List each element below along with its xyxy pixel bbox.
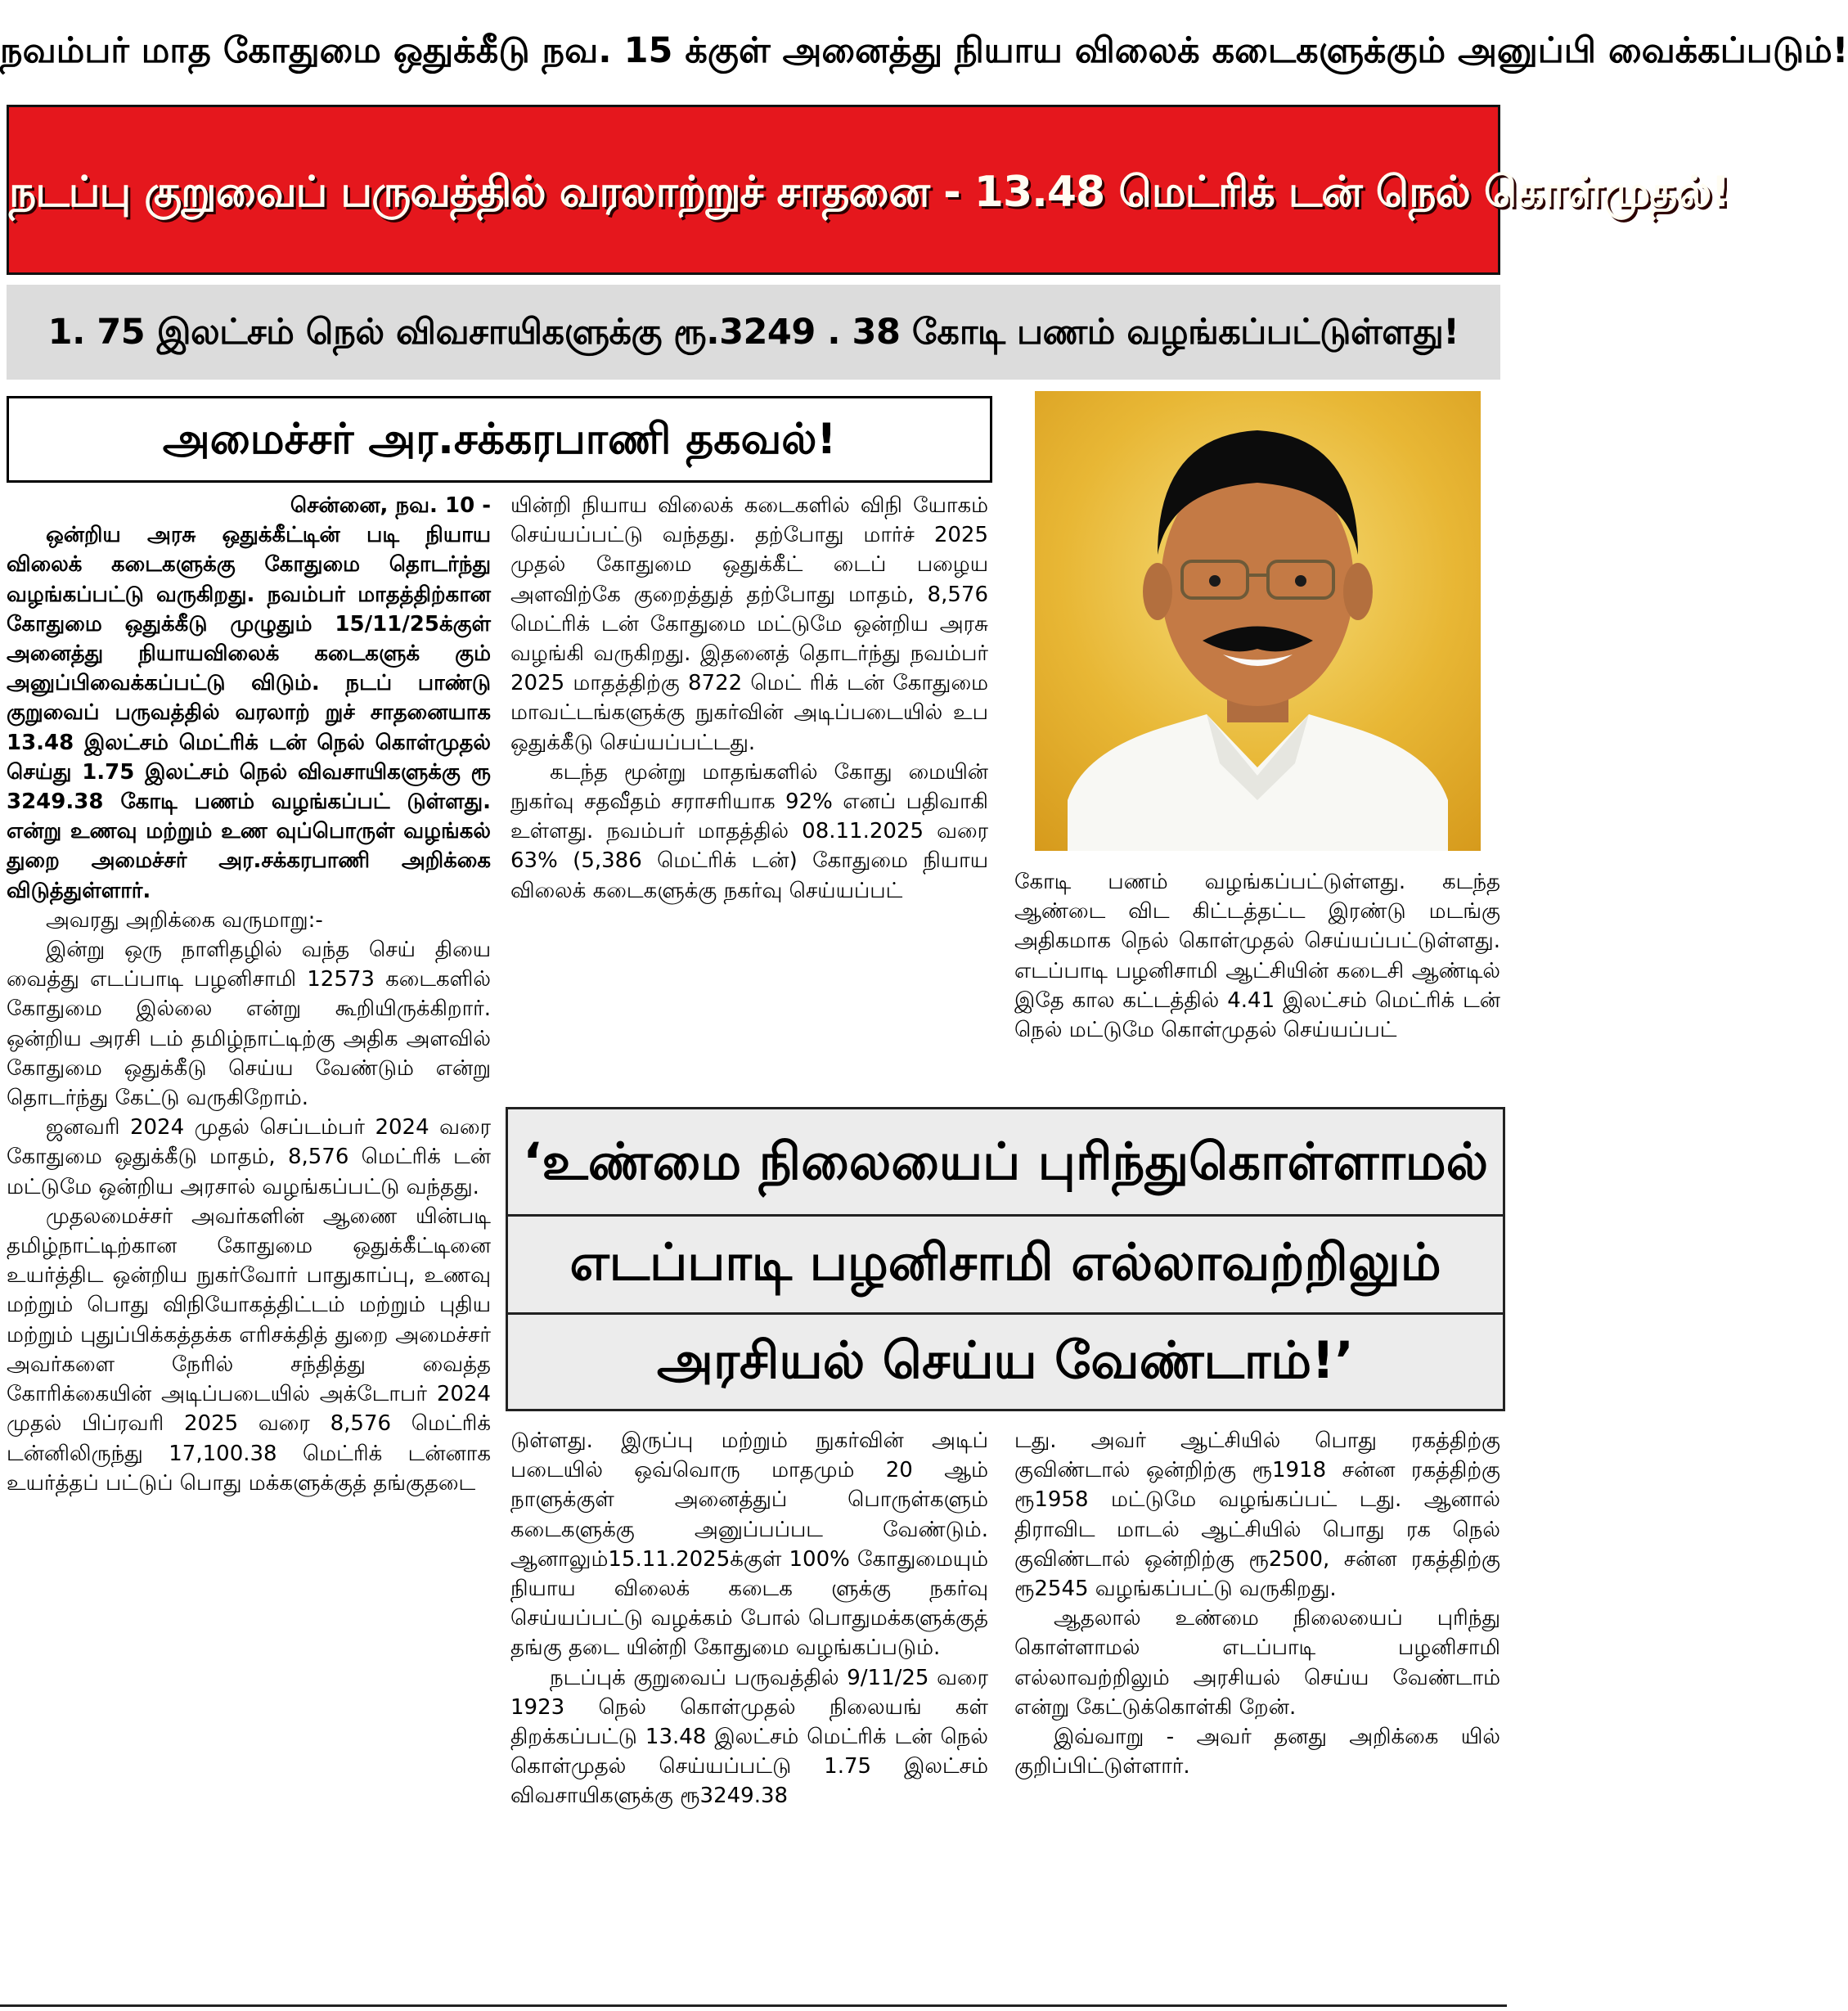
dateline: சென்னை, நவ. 10 - xyxy=(290,493,491,518)
article-column-2-lower xyxy=(510,1426,988,1811)
quote-line-2: எடப்பாடி பழனிசாமி எல்லாவற்றிலும் xyxy=(508,1214,1503,1308)
paragraph: கோடி பணம் வழங்கப்பட்டுள்ளது. கடந்த ஆண்டை விட கிட்டத்தட்ட இரண்டு மடங்கு அதிகமாக நெல் கொள்முதல் செய்யப்பட்டுள்ளது. எடப்பாடி பழனிசாமி ஆட்சியின் கடைசி ஆண்டில் இதே கால கட்டத்தில் 4.41 இலட்சம் மெட்ரிக் டன் நெல் மட்டுமே கொள்முதல் செய்யப்பட் xyxy=(1014,870,1500,1043)
pull-quote xyxy=(506,1107,1505,1411)
headline-main: நடப்பு குறுவைப் பருவத்தில் வரலாற்றுச் சாதனை - 13.48 மெட்ரிக் டன் நெல் கொள்முதல்! xyxy=(7,105,1500,275)
paragraph: முதலமைச்சர் அவர்களின் ஆணை யின்படி தமிழ்நாட்டிற்கான கோதுமை ஒதுக்கீட்டினை உயர்த்திட ஒன்றிய நுகர்வோர் பாதுகாப்பு, உணவு மற்றும் பொது விநியோகத்திட்டம் மற்றும் புதிய மற்றும் புதுப்பிக்கத்தக்க எரிசக்தித் துறை அமைச்சர் அவர்களை நேரில் சந்தித்து வைத்த கோரிக்கையின் அடிப்படையில் அக்டோபர் 2024 முதல் பிப்ரவரி 2025 வரை 8,576 மெட்ரிக் டன்னிலிருந்து 17,100.38 மெட்ரிக் டன்னாக உயர்த்தப் பட்டுப் பொது மக்களுக்குத் தங்குதடை xyxy=(7,1203,491,1496)
headline-sub: 1. 75 இலட்சம் நெல் விவசாயிகளுக்கு ரூ.3249 . 38 கோடி பணம் வழங்கப்பட்டுள்ளது! xyxy=(7,285,1500,380)
paragraph: இன்று ஒரு நாளிதழில் வந்த செய் தியை வைத்து எடப்பாடி பழனிசாமி 12573 கடைகளில் கோதுமை இல்லை என்று கூறியிருக்கிறார். ஒன்றிய அரசி டம் தமிழ்நாட்டிற்கு அதிக அளவில் கோதுமை ஒதுக்கீடு செய்ய வேண்டும் என்று தொடர்ந்து கேட்டு வருகிறோம். xyxy=(7,938,491,1111)
quote-line-1: ‘உண்மை நிலையைப் புரிந்துகொள்ளாமல் xyxy=(522,1131,1489,1191)
article-column-3-upper xyxy=(1014,867,1500,1045)
paragraph: கடந்த மூன்று மாதங்களில் கோது மையின் நுகர்வு சதவீதம் சராசரியாக 92% எனப் பதிவாகி உள்ளது. நவம்பர் மாதத்தில் 08.11.2025 வரை 63% (5,386 மெட்ரிக் டன்) கோதுமை நியாய விலைக் கடைகளுக்கு நகர்வு செய்யப்பட் xyxy=(510,759,988,903)
article-column-2-upper xyxy=(510,491,988,906)
paragraph: அவரது அறிக்கை வருமாறு:- xyxy=(46,907,323,933)
subhead-minister: அமைச்சர் அர.சக்கரபாணி தகவல்! xyxy=(7,396,992,483)
quote-line-3: அரசியல் செய்ய வேண்டாம்!’ xyxy=(508,1312,1503,1406)
article-column-3-lower xyxy=(1014,1426,1500,1781)
minister-photo xyxy=(1035,391,1481,851)
paragraph: இவ்வாறு - அவர் தனது அறிக்கை யில் குறிப்பிட்டுள்ளார். xyxy=(1014,1725,1500,1779)
paragraph: ஜனவரி 2024 முதல் செப்டம்பர் 2024 வரை கோதுமை ஒதுக்கீடு மாதம், 8,576 மெட்ரிக் டன் மட்டுமே ஒன்றிய அரசால் வழங்கப்பட்டு வந்தது. xyxy=(7,1115,491,1199)
paragraph: டது. அவர் ஆட்சியில் பொது ரகத்திற்கு குவிண்டால் ஒன்றிற்கு ரூ1918 சன்ன ரகத்திற்கு ரூ1958 மட்டுமே வழங்கப்பட் டது. ஆனால் திராவிட மாடல் ஆட்சியில் பொது ரக நெல் குவிண்டால் ஒன்றிற்கு ரூ2500, சன்ன ரகத்திற்கு ரூ2545 வழங்கப்பட்டு வருகிறது. xyxy=(1014,1428,1500,1602)
paragraph: ஆதலால் உண்மை நிலையைப் புரிந்து கொள்ளாமல் எடப்பாடி பழனிசாமி எல்லாவற்றிலும் அரசியல் செய்ய வேண்டாம் என்று கேட்டுக்கொள்கி றேன். xyxy=(1014,1606,1500,1720)
headline-top: நவம்பர் மாத கோதுமை ஒதுக்கீடு நவ. 15 க்குள் அனைத்து நியாய விலைக் கடைகளுக்கும் அனுப்பி வைக்கப்படும்! xyxy=(0,0,1507,101)
bottom-rule xyxy=(0,2004,1507,2007)
paragraph: நடப்புக் குறுவைப் பருவத்தில் 9/11/25 வரை 1923 நெல் கொள்முதல் நிலையங் கள் திறக்கப்பட்டு 13.48 இலட்சம் மெட்ரிக் டன் நெல் கொள்முதல் செய்யப்பட்டு 1.75 இலட்சம் விவசாயிகளுக்கு ரூ3249.38 xyxy=(510,1665,988,1809)
article-column-1 xyxy=(7,491,491,1498)
paragraph: யின்றி நியாய விலைக் கடைகளில் விநி யோகம் செய்யப்பட்டு வந்தது. தற்போது மார்ச் 2025 முதல் கோதுமை ஒதுக்கீட் டைப் பழைய அளவிற்கே குறைத்துத் தற்போது மாதம், 8,576 மெட்ரிக் டன் கோதுமை மட்டுமே ஒன்றிய அரசு வழங்கி வருகிறது. இதனைத் தொடர்ந்து நவம்பர் 2025 மாதத்திற்கு 8722 மெட் ரிக் டன் கோதுமை மாவட்டங்களுக்கு நுகர்வின் அடிப்படையில் உப ஒதுக்கீடு செய்யப்பட்டது. xyxy=(510,493,988,755)
minister-portrait-icon xyxy=(1035,391,1481,851)
lead-paragraph: ஒன்றிய அரசு ஒதுக்கீட்டின் படி நியாய விலைக் கடைகளுக்கு கோதுமை தொடர்ந்து வழங்கப்பட்டு வருகிறது. நவம்பர் மாதத்திற்கான கோதுமை ஒதுக்கீடு முழுதும் 15/11/25க்குள் அனைத்து நியாயவிலைக் கடைகளுக் கும் அனுப்பிவைக்கப்பட்டு விடும். நடப் பாண்டு குறுவைப் பருவத்தில் வரலாற் றுச் சாதனையாக 13.48 இலட்சம் மெட்ரிக் டன் நெல் கொள்முதல் செய்து 1.75 இலட்சம் நெல் விவசாயிகளுக்கு ரூ 3249.38 கோடி பணம் வழங்கப்பட் டுள்ளது. என்று உணவு மற்றும் உண வுப்பொருள் வழங்கல் துறை அமைச்சர் அர.சக்கரபாணி அறிக்கை விடுத்துள்ளார். xyxy=(7,523,491,903)
paragraph: டுள்ளது. இருப்பு மற்றும் நுகர்வின் அடிப் படையில் ஒவ்வொரு மாதமும் 20 ஆம் நாளுக்குள் அனைத்துப் பொருள்களும் கடைகளுக்கு அனுப்பப்பட வேண்டும். ஆனாலும்15.11.2025க்குள் 100% கோதுமையும் நியாய விலைக் கடைக ளுக்கு நகர்வு செய்யப்பட்டு வழக்கம் போல் பொதுமக்களுக்குத் தங்கு தடை யின்றி கோதுமை வழங்கப்படும். xyxy=(510,1428,988,1661)
